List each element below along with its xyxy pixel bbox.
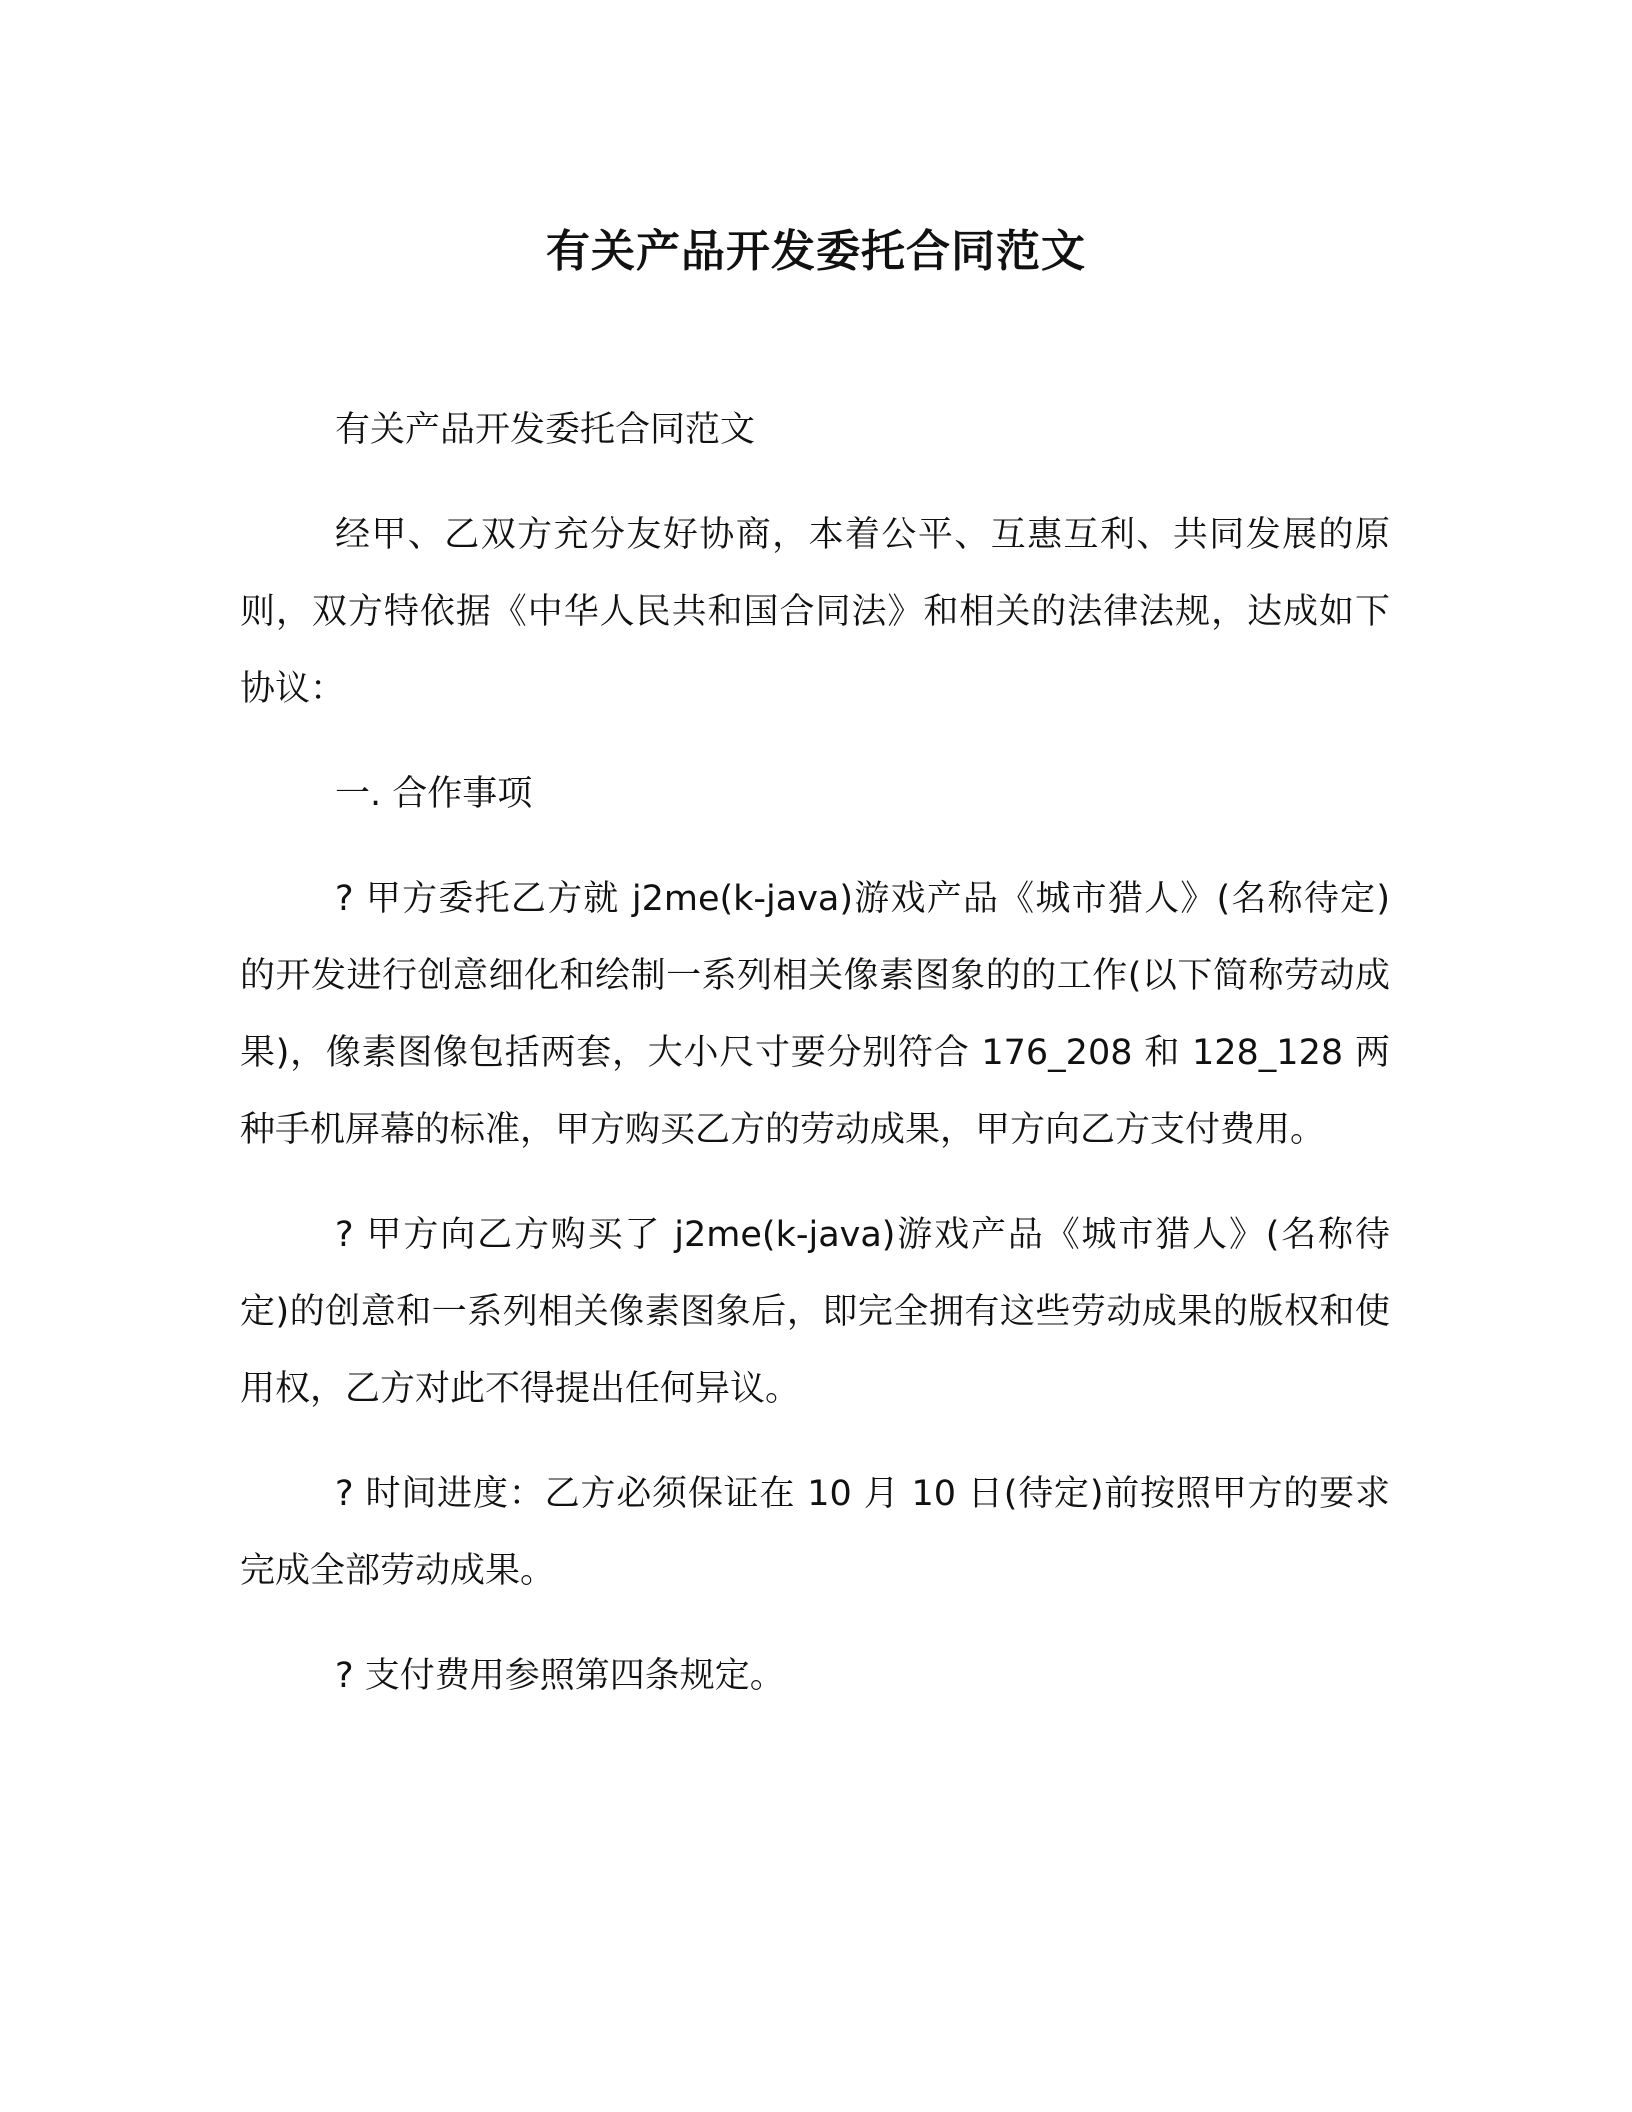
- document-title: 有关产品开发委托合同范文: [546, 226, 1086, 277]
- list-item: ? 甲方委托乙方就 j2me(k-java)游戏产品《城市猎人》(名称待定)的开发进行创意细化和绘制一系列相关像素图象的的工作(以下简称劳动成果)，像素图像包括两套，大小尺寸要分别符合 176_208 和 128_128 两种手机屏幕的标准，甲方购买乙方的劳动成果，甲方向乙方支付费用。: [240, 879, 1390, 1150]
- document-body: [240, 392, 1390, 1743]
- document-subtitle: 有关产品开发委托合同范文: [335, 410, 756, 450]
- list-item: ? 甲方向乙方购买了 j2me(k-java)游戏产品《城市猎人》(名称待定)的创意和一系列相关像素图象后，即完全拥有这些劳动成果的版权和使用权，乙方对此不得提出任何异议。: [240, 1215, 1390, 1409]
- list-item: ? 支付费用参照第四条规定。: [335, 1656, 785, 1696]
- list-item: ? 时间进度：乙方必须保证在 10 月 10 日(待定)前按照甲方的要求完成全部劳动成果。: [240, 1474, 1390, 1591]
- section-heading-cooperation: 一. 合作事项: [335, 774, 533, 814]
- intro-paragraph: 经甲、乙双方充分友好协商，本着公平、互惠互利、共同发展的原则，双方特依据《中华人民共和国合同法》和相关的法律法规，达成如下协议：: [240, 515, 1390, 709]
